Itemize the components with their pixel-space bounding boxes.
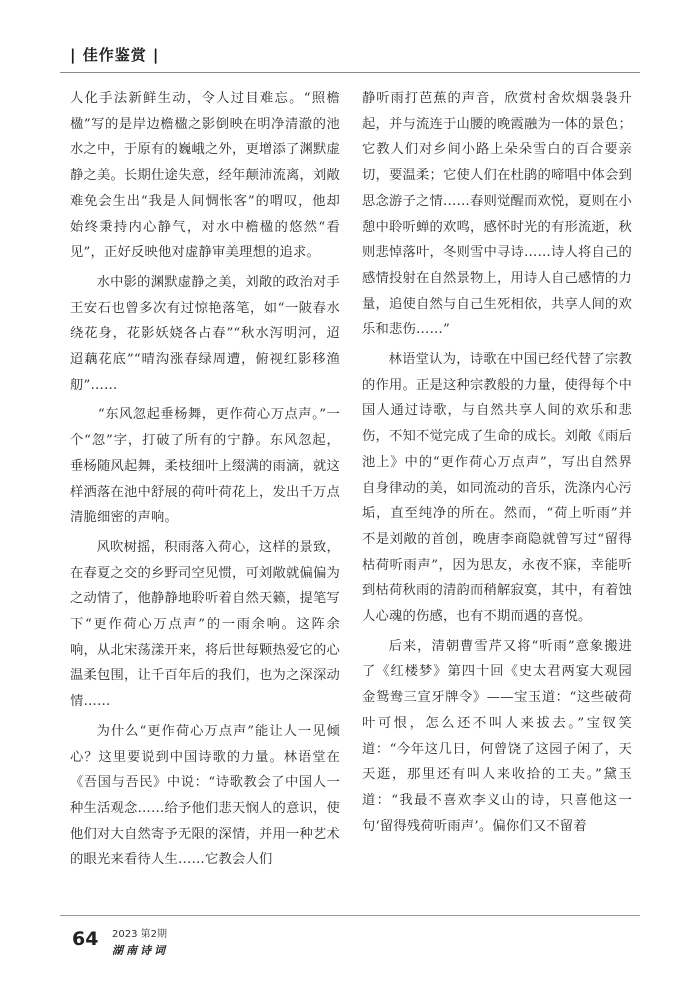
footer-divider (60, 915, 640, 916)
paragraph: 人化手法新鲜生动，令人过目难忘。“照檐楹”写的是岸边檐楹之影倒映在明净清澈的池水之中，于原有的巍峨之外，更增添了渊默虚静之美。长期仕途失意，经年颠沛流离，刘敞难免会生出“我是人间惆怅客”的喟叹，他却始终秉持内心静气，对水中檐楹的悠然“看见”，正好反映他对虚静审美理想的追求。 (70, 91, 340, 261)
paragraph: 为什么“更作荷心万点声”能让人一见倾心？这里要说到中国诗歌的力量。林语堂在《吾国与吾民》中说：“诗歌教会了中国人一种生活观念……给予他们悲天悯人的意识，使他们对大自然寄予无限的深情，并用一种艺术的眼光来看待人生……它教会人们 (70, 723, 340, 868)
paragraph: “东风忽起垂杨舞，更作荷心万点声。”一个“忽”字，打破了所有的宁静。东风忽起，垂杨随风起舞，柔枝细叶上缀满的雨滴，就这样洒落在池中舒展的荷叶荷花上，发出千万点清脆细密的声响。 (70, 407, 340, 526)
paragraph: 水中影的渊默虚静之美，刘敞的政治对手王安石也曾多次有过惊艳落笔，如“一陂春水绕花身，花影妖娆各占春”“秋水泻明河，迢迢藕花底”“晴沟涨春绿周遭，俯视红影移渔舠”…… (70, 274, 340, 393)
page-number: 64 (72, 928, 99, 950)
header-divider (60, 72, 640, 73)
issue-label: 2023 第2期 (112, 929, 167, 940)
paragraph: 后来，清朝曹雪芹又将“听雨”意象搬进了《红楼梦》第四十回《史太君两宴大观园 金鸳鸯三宣牙牌令》——宝玉道：“这些破荷叶可恨，怎么还不叫人来拔去。”宝钗笑道：“今年这几日，何曾饶了这园子闲了，天天逛，那里还有叫人来收拾的工夫。”黛玉道：“我最不喜欢李义山的诗，只喜他这一句‘留得残荷听雨声’。偏你们又不留着 (362, 638, 632, 834)
left-column (70, 86, 340, 873)
paragraph: 静听雨打芭蕉的声音，欣赏村舍炊烟袅袅升起，并与流连于山腰的晚霞融为一体的景色；它教人们对乡间小路上朵朵雪白的百合要亲切，要温柔；它使人们在杜鹃的啼唱中体会到思念游子之情……春则觉醒而欢悦，夏则在小憩中聆听蝉的欢鸣，感怀时光的有形流逝，秋则悲悼落叶，冬则雪中寻诗……诗人将自己的感情投射在自然景物上，用诗人自己感情的力量，追使自然与自己生死相依，共享人间的欢乐和悲伤……” (362, 91, 632, 338)
paragraph: 林语堂认为，诗歌在中国已经代替了宗教的作用。正是这种宗教般的力量，使得每个中国人通过诗歌，与自然共享人间的欢乐和悲伤，不知不觉完成了生命的成长。刘敞《雨后池上》中的“更作荷心万点声”，写出自然界自身律动的美，如同流动的音乐，洗涤内心污垢，直至纯净的所在。然而，“荷上听雨”并不是刘敞的首创，晚唐李商隐就曾写过“留得枯荷听雨声”，因为思友，永夜不寐，幸能听到枯荷秋雨的清韵而稍解寂寞，其中，有着蚀人心魂的伤感，也有不期而遇的喜悦。 (362, 352, 632, 625)
right-column (362, 86, 632, 839)
section-title: | 佳作鉴赏 | (70, 46, 160, 64)
magazine-title: 湖南诗词 (112, 944, 168, 957)
paragraph: 风吹树摇，积雨落入荷心，这样的景致，在春夏之交的乡野司空见惯，可刘敞就偏偏为之动情了，他静静地聆听着自然天籁，提笔写下“更作荷心万点声”的一雨余响。这阵余响，从北宋荡漾开来，将后世每颗热爱它的心温柔包围，让千百年后的我们，也为之深深动情…… (70, 539, 340, 710)
